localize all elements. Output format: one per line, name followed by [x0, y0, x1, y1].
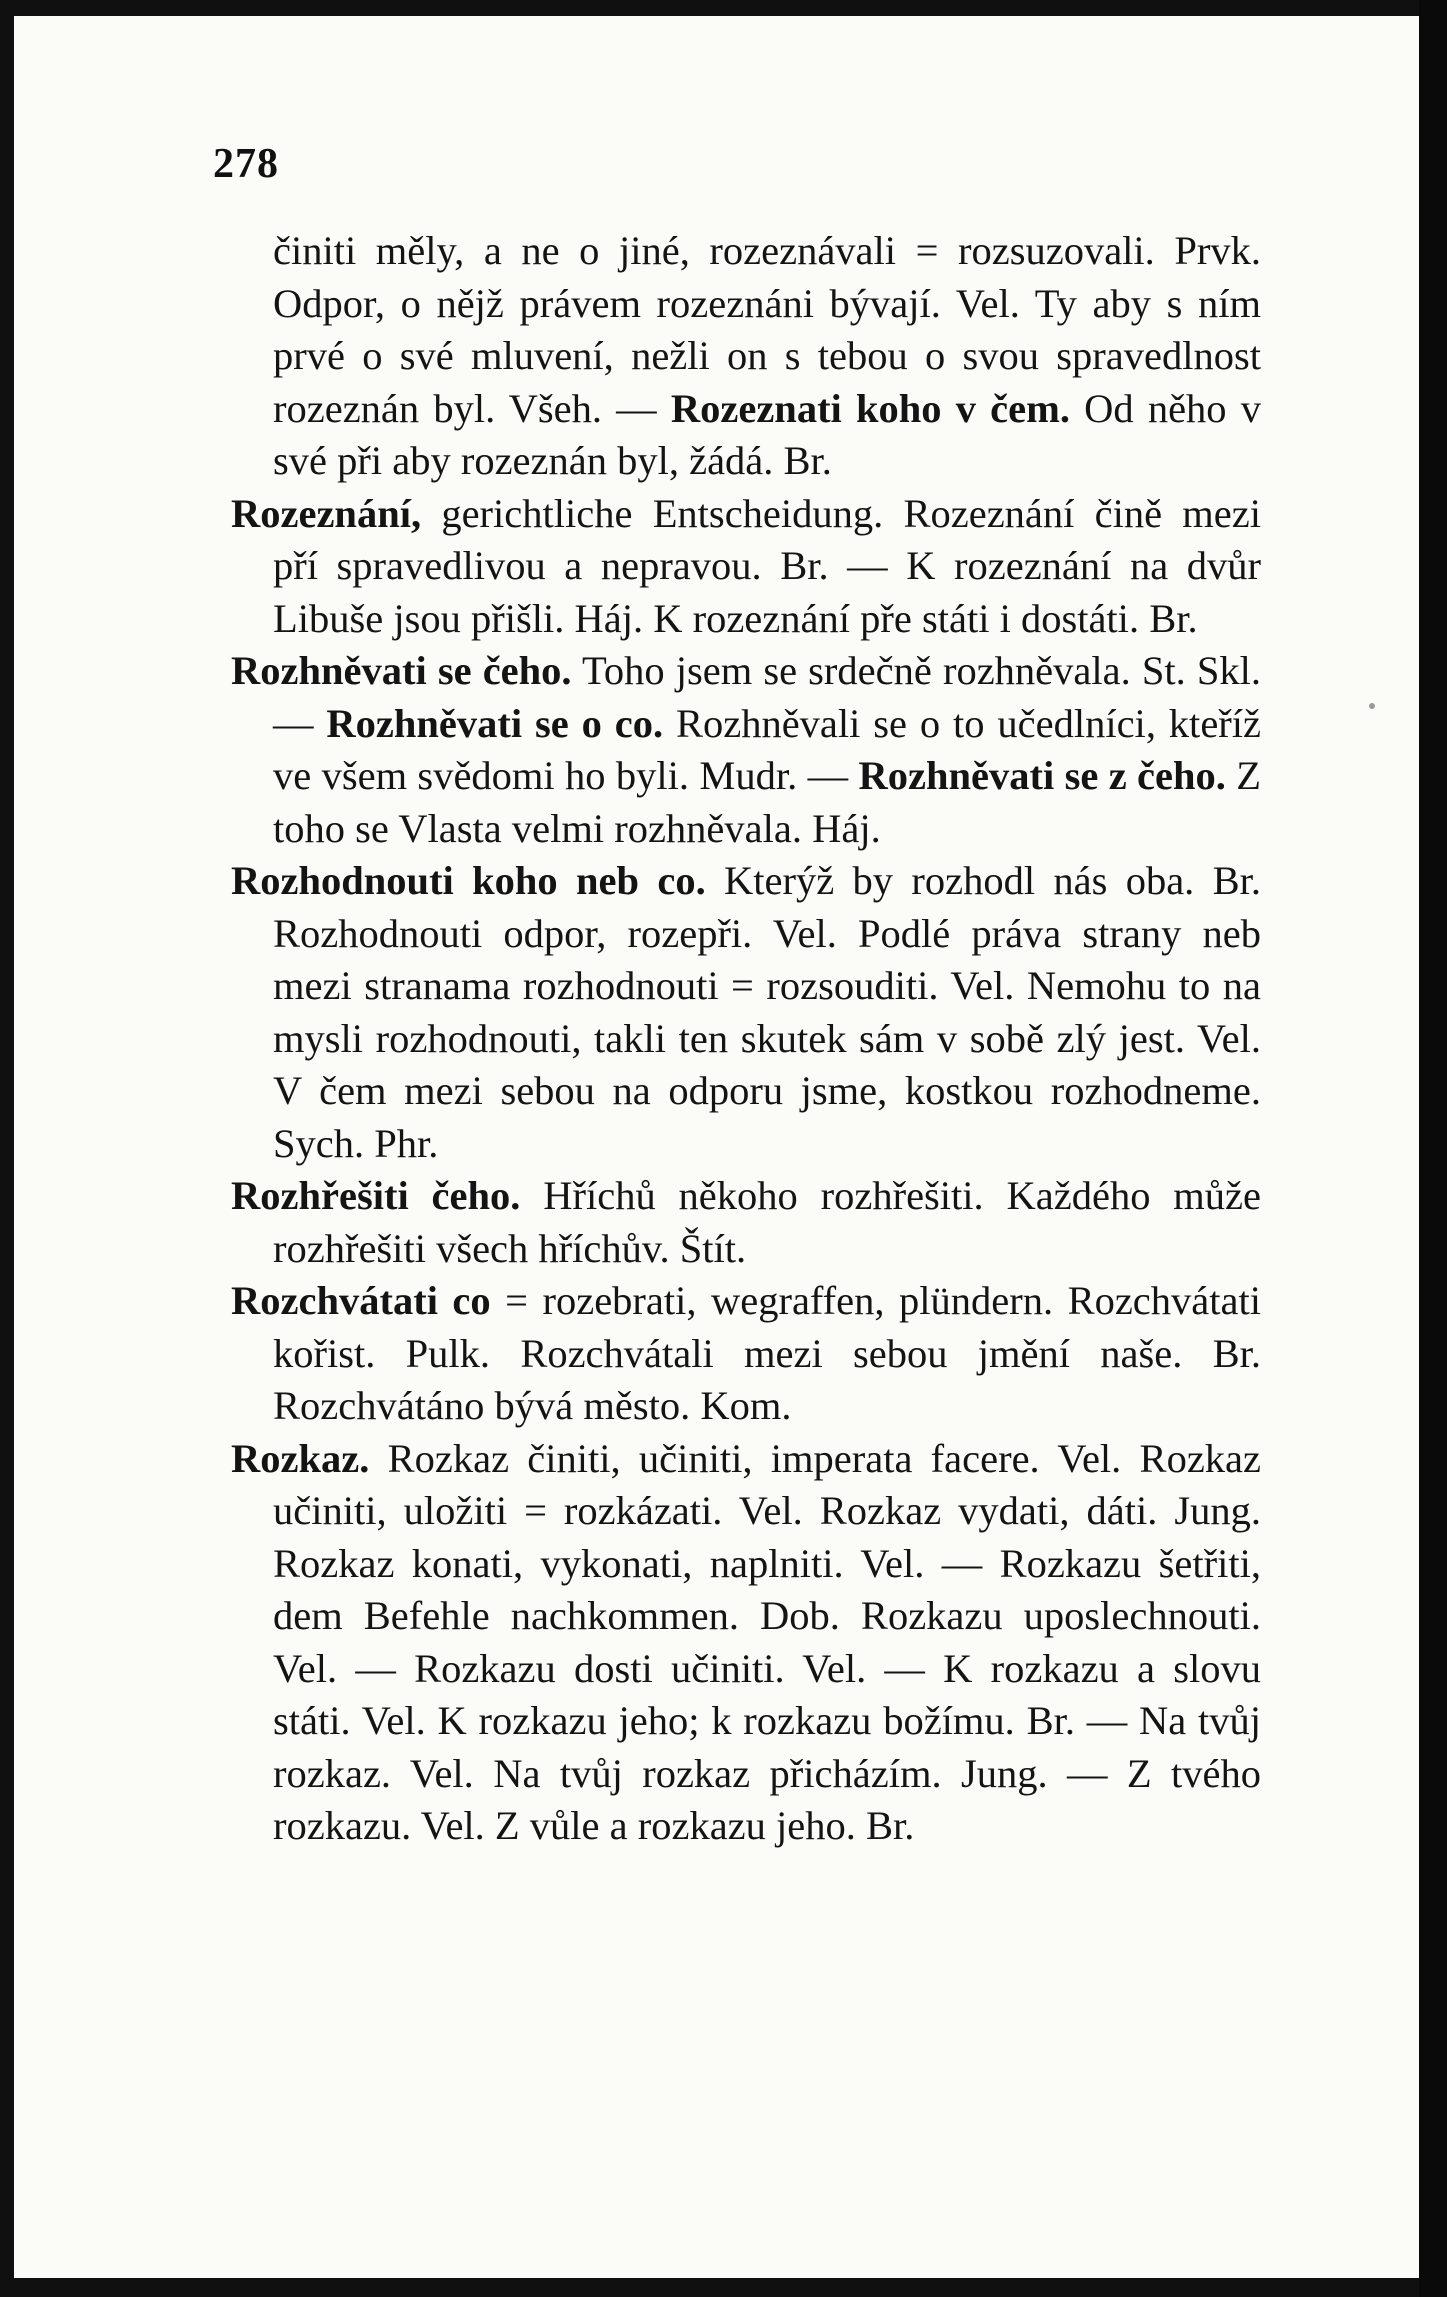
- entry-headword: Rozhněvati se čeho.: [231, 648, 572, 693]
- entry-text: Rozkaz činiti, učiniti, imperata facere. Vel. Rozkaz učiniti, uložiti = rozkázati. Vel. Rozkaz vydati, dáti. Jung. Rozkaz konati, vykonati, naplniti. Vel. — Rozkazu šetřiti, dem Befehle nachkommen. Dob. Rozkazu uposlechnouti. Vel. — Rozkazu dosti učiniti. Vel. — K rozkazu a slovu státi. Vel. K rozkazu jeho; k rozkazu božímu. Br. — Na tvůj rozkaz. Vel. Na tvůj rozkaz přicházím. Jung. — Z tvého rozkazu. Vel. Z vůle a rozkazu jeho. Br.: [273, 1435, 1261, 1848]
- entry-rozhodnouti: [231, 855, 1261, 1170]
- entry-text: činiti měly, a ne o jiné, rozeznávali = rozsuzovali. Prvk. Odpor, o nějž právem rozeznáni bývají. Vel. Ty aby s ním prvé o své mluvení, nežli on s tebou o svou spravedlnost rozeznán byl. Všeh. —: [273, 228, 1261, 431]
- entry-rozkaz: [231, 1433, 1261, 1853]
- entry-text: gerichtliche Entscheidung. Rozeznání čině mezi pří spravedlivou a nepravou. Br. — K rozeznání na dvůr Libuše jsou přišli. Háj. K rozeznání pře státi i dostáti. Br.: [273, 490, 1261, 641]
- entry-headword: Rozchvátati co: [231, 1278, 491, 1323]
- entry-rozeznani: [231, 488, 1261, 646]
- entry-rozhnevati: [231, 645, 1261, 855]
- page-number: 278: [213, 141, 279, 187]
- paper-speck: [1369, 703, 1375, 709]
- entry-headword: Rozhněvati se o co.: [326, 700, 664, 746]
- entry-text: Toho jsem se srdečně rozhněvala. St. Skl. —: [273, 648, 1262, 746]
- entry-rozeznati-continued: [231, 225, 1261, 488]
- entry-headword: Rozhodnouti koho neb co.: [231, 858, 706, 903]
- dictionary-text: [231, 225, 1261, 1853]
- entry-rozhresiti: [231, 1170, 1261, 1275]
- entry-headword: Rozkaz.: [231, 1435, 370, 1481]
- entry-headword: Rozeznati koho v čem.: [670, 385, 1070, 431]
- entry-text: Kterýž by rozhodl nás oba. Br. Rozhodnouti odpor, rozepři. Vel. Podlé práva strany neb mezi stranama rozhodnouti = rozsouditi. Vel. Nemohu to na mysli rozhodnouti, takli ten skutek sám v sobě zlý jest. Vel. V čem mezi sebou na odporu jsme, kostkou rozhodneme. Sych. Phr.: [273, 858, 1262, 1166]
- entry-text: Z toho se Vlasta velmi rozhněvala. Háj.: [273, 753, 1261, 851]
- entry-headword: Rozeznání,: [231, 490, 422, 536]
- entry-headword: Rozhřešiti čeho.: [231, 1173, 521, 1218]
- entry-headword: Rozhněvati se z čeho.: [858, 753, 1226, 798]
- page-edge-shadow: [1419, 0, 1447, 2297]
- entry-text: Od něho v své při aby rozeznán byl, žádá. Br.: [273, 385, 1261, 483]
- entry-text: Rozhněvali se o to učedlníci, kteříž ve všem svědomi ho byli. Mudr. —: [273, 700, 1262, 798]
- entry-text: Hříchů někoho rozhřešiti. Každého může rozhřešiti všech hříchův. Štít.: [273, 1173, 1261, 1271]
- entry-rozchvatati: [231, 1275, 1261, 1433]
- entry-text: = rozebrati, wegraffen, plündern. Rozchvátati kořist. Pulk. Rozchvátali mezi sebou jmění naše. Br. Rozchvátáno bývá město. Kom.: [273, 1278, 1261, 1428]
